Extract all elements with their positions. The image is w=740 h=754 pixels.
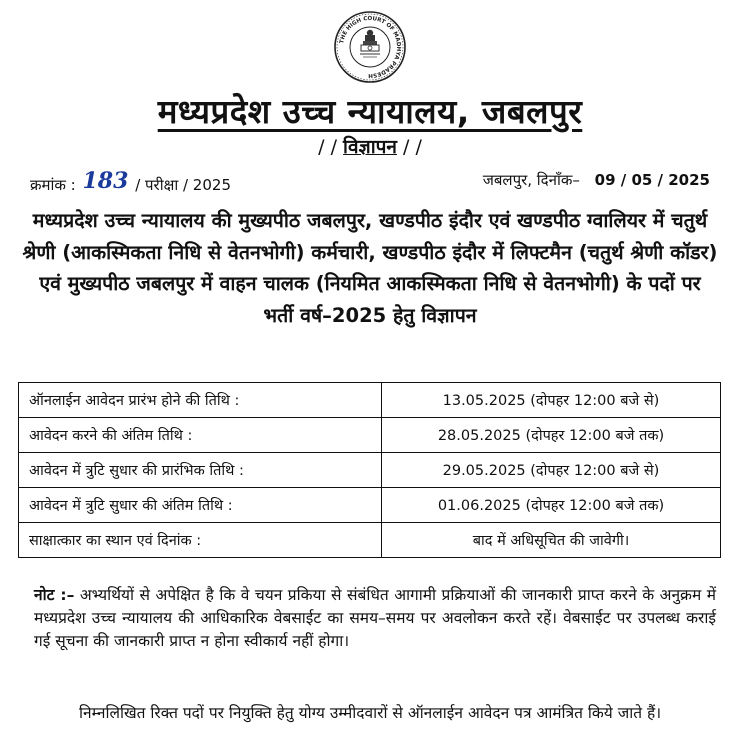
row-value: बाद में अधिसूचित की जावेगी।	[382, 523, 721, 558]
adv-prefix: / /	[318, 136, 337, 158]
svg-text:THE HIGH COURT OF MADHYA PRADE	[339, 16, 401, 78]
table-row	[19, 453, 721, 488]
ref-number: 183	[82, 168, 129, 194]
row-label: आवेदन में त्रुटि सुधार की अंतिम तिथि :	[19, 488, 382, 523]
row-value: 01.06.2025 (दोपहर 12:00 बजे तक)	[382, 488, 721, 523]
reference-number	[30, 170, 231, 196]
note-section	[34, 584, 716, 653]
issue-date: 09 / 05 / 2025	[594, 171, 710, 189]
row-value: 29.05.2025 (दोपहर 12:00 बजे से)	[382, 453, 721, 488]
row-value: 28.05.2025 (दोपहर 12:00 बजे तक)	[382, 418, 721, 453]
table-row	[19, 383, 721, 418]
advertisement-label	[0, 133, 740, 159]
row-label: आवेदन करने की अंतिम तिथि :	[19, 418, 382, 453]
seal-text: THE HIGH COURT OF MADHYA PRADESH	[339, 15, 402, 79]
table-row	[19, 418, 721, 453]
row-value: 13.05.2025 (दोपहर 12:00 बजे से)	[382, 383, 721, 418]
row-label: साक्षात्कार का स्थान एवं दिनांक :	[19, 523, 382, 558]
reference-date	[483, 170, 710, 190]
adv-suffix: / /	[403, 136, 422, 158]
adv-word: विज्ञापन	[343, 136, 397, 158]
ref-label: क्रमांक :	[30, 176, 76, 194]
table-row	[19, 523, 721, 558]
notice-heading: मध्यप्रदेश उच्च न्यायालय की मुख्यपीठ जबलपुर, खण्डपीठ इंदौर एवं खण्डपीठ ग्वालियर में चतुर्थ श्रेणी (आकस्मिकता निधि से वेतनभोगी) कर्मचारी, खण्डपीठ इंदौर में लिफ्टमैन (चतुर्थ श्रेणी कॉडर) एवं मुख्यपीठ जबलपुर में वाहन चालक (नियमित आकस्मिकता निधि से वेतनभोगी) के पदों पर भर्ती वर्ष–2025 हेतु विज्ञापन	[22, 209, 718, 327]
page-title: मध्यप्रदेश उच्च न्यायालय, जबलपुर	[157, 92, 583, 131]
schedule-table	[18, 382, 721, 558]
high-court-seal-icon	[333, 10, 407, 84]
invitation-paragraph: निम्नलिखित रिक्त पदों पर नियुक्ति हेतु योग्य उम्मीदवारों से ऑनलाईन आवेदन पत्र आमंत्रित किये जाते हैं।	[79, 704, 662, 722]
place-label: जबलपुर, दिनाँक–	[482, 171, 580, 189]
note-text: अभ्यर्थियों से अपेक्षित है कि वे चयन प्रकिया से संबंधित आगामी प्रक्रियाओं की जानकारी प्राप्त करने के अनुक्रम में मध्यप्रदेश उच्च न्यायालय की आधिकारिक वेबसाईट का समय–समय पर अवलोकन करते रहें। वेबसाईट पर उपलब्ध कराई गई सूचना की जानकारी प्राप्त न होना स्वीकार्य नहीं होगा।	[34, 586, 716, 650]
table-row	[19, 488, 721, 523]
high-court-seal	[333, 10, 407, 84]
note-label: नोट :–	[34, 586, 75, 604]
row-label: ऑनलाईन आवेदन प्रारंभ होने की तिथि :	[19, 383, 382, 418]
row-label: आवेदन में त्रुटि सुधार की प्रारंभिक तिथि :	[19, 453, 382, 488]
ref-suffix: / परीक्षा / 2025	[135, 176, 231, 194]
